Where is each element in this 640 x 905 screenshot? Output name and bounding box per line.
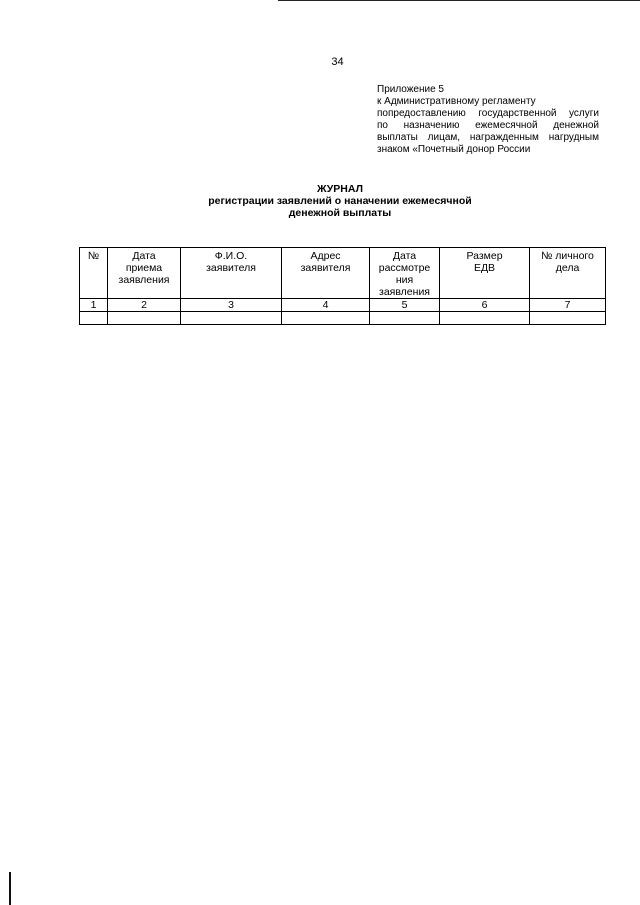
- table-cell: [370, 312, 440, 325]
- header-case-number: № личного дела: [530, 248, 606, 299]
- header-applicant-address: Адрес заявителя: [282, 248, 370, 299]
- table-cell: [108, 312, 181, 325]
- page-number: 34: [331, 56, 344, 68]
- table-cell: [282, 312, 370, 325]
- registration-journal-table: [79, 247, 606, 325]
- table-cell: [530, 312, 606, 325]
- appendix-line: выплаты лицам, награжденным нагрудным: [377, 132, 599, 143]
- table-column-number-row: [80, 299, 606, 312]
- column-number-cell: 7: [530, 299, 606, 312]
- column-number-cell: 5: [370, 299, 440, 312]
- title-line: регистрации заявлений о наначении ежемесячной: [208, 195, 472, 207]
- table-header-row: [80, 248, 606, 299]
- table-row: [80, 312, 606, 325]
- column-number-cell: 1: [80, 299, 108, 312]
- header-number: №: [80, 248, 108, 299]
- column-number-cell: 6: [440, 299, 530, 312]
- title-line: денежной выплаты: [288, 207, 392, 219]
- header-review-date: Дата рассмотре ния заявления: [370, 248, 440, 299]
- table-cell: [80, 312, 108, 325]
- table-cell: [440, 312, 530, 325]
- appendix-line: попредоставлению государственной услуги: [377, 108, 599, 119]
- column-number-cell: 4: [282, 299, 370, 312]
- document-title: [190, 183, 490, 219]
- appendix-line: знаком «Почетный донор России: [377, 144, 531, 155]
- column-number-cell: 2: [108, 299, 181, 312]
- table-cell: [181, 312, 282, 325]
- header-payment-amount: Размер ЕДВ: [440, 248, 530, 299]
- appendix-note: [377, 84, 599, 156]
- header-receipt-date: Дата приема заявления: [108, 248, 181, 299]
- scan-edge-top: [278, 0, 640, 1]
- header-applicant-name: Ф.И.О. заявителя: [181, 248, 282, 299]
- scan-edge-left: [9, 872, 11, 905]
- appendix-line: Приложение 5: [377, 84, 444, 95]
- column-number-cell: 3: [181, 299, 282, 312]
- appendix-line: по назначению ежемесячной денежной: [377, 120, 599, 131]
- appendix-line: к Административному регламенту: [377, 96, 536, 107]
- title-line: ЖУРНАЛ: [317, 183, 363, 195]
